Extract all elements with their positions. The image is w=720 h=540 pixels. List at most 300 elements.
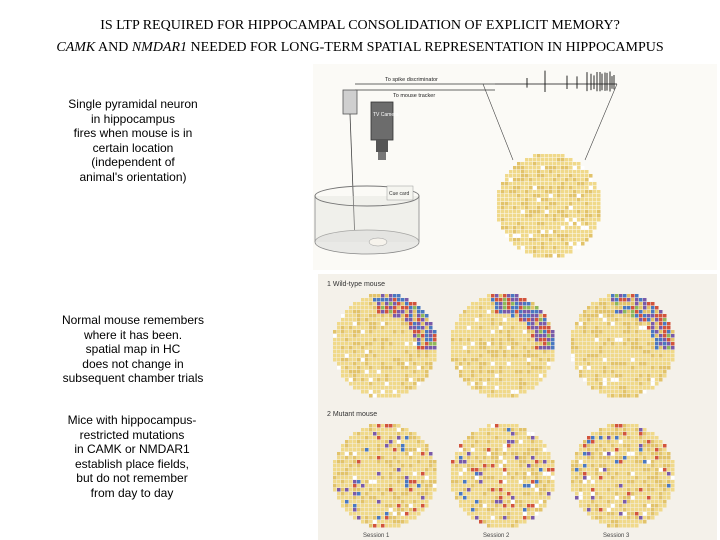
rate-map-cell (511, 370, 515, 374)
rate-map-cell (519, 464, 523, 468)
rate-map-cell (405, 338, 409, 342)
rate-map-cell (425, 322, 429, 326)
rate-map-cell (499, 382, 503, 386)
rate-map-cell (361, 476, 365, 480)
rate-map-cell (627, 390, 631, 394)
rate-map-cell (659, 452, 663, 456)
rate-map-cell (349, 464, 353, 468)
rate-map-cell (525, 198, 529, 202)
rate-map-cell (409, 306, 413, 310)
rate-map-cell (475, 310, 479, 314)
rate-map-cell (373, 302, 377, 306)
rate-map-cell (345, 500, 349, 504)
rate-map-cell (585, 170, 589, 174)
rate-map-cell (619, 318, 623, 322)
rate-map-cell (535, 496, 539, 500)
rate-map-cell (541, 186, 545, 190)
rate-map-cell (603, 306, 607, 310)
rate-map-cell (647, 484, 651, 488)
rate-map-cell (425, 488, 429, 492)
rate-map-cell (479, 374, 483, 378)
rate-map-cell (577, 238, 581, 242)
rate-map-cell (425, 484, 429, 488)
rate-map-cell (421, 366, 425, 370)
rate-map-cell (373, 334, 377, 338)
rate-map-cell (393, 492, 397, 496)
rate-map-cell (503, 306, 507, 310)
rate-map-cell (603, 508, 607, 512)
rate-map-cell (381, 524, 385, 528)
rate-map-cell (615, 472, 619, 476)
rate-map-cell (505, 194, 509, 198)
rate-map-cell (571, 460, 575, 464)
rate-map-cell (483, 448, 487, 452)
rate-map-cell (459, 370, 463, 374)
rate-map-cell (483, 516, 487, 520)
arena (315, 186, 419, 254)
rate-map-cell (639, 476, 643, 480)
rate-map-cell (635, 444, 639, 448)
rate-map-cell (623, 500, 627, 504)
rate-map-cell (525, 194, 529, 198)
rate-map-cell (643, 464, 647, 468)
rate-map-cell (611, 440, 615, 444)
rate-map-cell (583, 354, 587, 358)
rate-map-cell (643, 346, 647, 350)
rate-map-cell (475, 374, 479, 378)
rate-map-cell (519, 338, 523, 342)
rate-map-cell (547, 346, 551, 350)
rate-map-cell (539, 452, 543, 456)
rate-map-cell (523, 456, 527, 460)
rate-map-cell (579, 330, 583, 334)
rate-map-cell (551, 354, 555, 358)
rate-map-cell (575, 480, 579, 484)
rate-map-cell (619, 302, 623, 306)
rate-map-cell (619, 342, 623, 346)
rate-map-cell (401, 508, 405, 512)
rate-map-cell (519, 452, 523, 456)
rate-map-cell (527, 476, 531, 480)
rate-map-cell (659, 484, 663, 488)
rate-map-cell (627, 338, 631, 342)
rate-map-cell (573, 210, 577, 214)
rate-map-cell (503, 496, 507, 500)
rate-map-cell (369, 390, 373, 394)
rate-map-cell (635, 318, 639, 322)
rate-map-cell (397, 318, 401, 322)
rate-map-cell (569, 226, 573, 230)
rate-map-cell (495, 440, 499, 444)
rate-map-cell (425, 456, 429, 460)
rate-map-cell (491, 374, 495, 378)
rate-map-cell (369, 350, 373, 354)
rate-map-cell (643, 386, 647, 390)
rate-map-cell (405, 386, 409, 390)
rate-map-cell (349, 480, 353, 484)
rate-map-cell (365, 298, 369, 302)
rate-map-cell (421, 314, 425, 318)
rate-map-cell (515, 424, 519, 428)
rate-map-cell (603, 366, 607, 370)
rate-map-cell (471, 500, 475, 504)
rate-map-cell (397, 386, 401, 390)
rate-map-cell (433, 346, 437, 350)
rate-map-cell (647, 306, 651, 310)
rate-map-cell (523, 436, 527, 440)
rate-map-cell (611, 310, 615, 314)
rate-map-cell (591, 484, 595, 488)
rate-map-cell (373, 322, 377, 326)
rate-map-cell (511, 354, 515, 358)
rate-map-cell (619, 480, 623, 484)
rate-map-cell (619, 382, 623, 386)
rate-map-cell (611, 314, 615, 318)
rate-map-cell (631, 488, 635, 492)
rate-map-cell (575, 456, 579, 460)
rate-map-cell (627, 378, 631, 382)
rate-map-cell (503, 382, 507, 386)
rate-map-cell (409, 516, 413, 520)
rate-map-cell (531, 334, 535, 338)
rate-map-cell (583, 378, 587, 382)
rate-map-cell (425, 464, 429, 468)
rate-map-cell (535, 468, 539, 472)
rate-map-cell (651, 322, 655, 326)
rate-map-cell (659, 444, 663, 448)
rate-map-cell (585, 206, 589, 210)
rate-map-cell (543, 476, 547, 480)
rate-map-cell (635, 448, 639, 452)
rate-map-cell (515, 382, 519, 386)
rate-map-cell (611, 460, 615, 464)
rate-map-cell (401, 468, 405, 472)
rate-map-cell (531, 452, 535, 456)
rate-map-cell (639, 496, 643, 500)
rate-map-cell (409, 432, 413, 436)
rate-map-cell (597, 206, 601, 210)
rate-map-cell (583, 374, 587, 378)
rate-map-cell (491, 520, 495, 524)
rate-map-cell (611, 524, 615, 528)
rate-map-cell (521, 218, 525, 222)
rate-map-cell (663, 318, 667, 322)
rate-map-cell (451, 358, 455, 362)
rate-map-cell (369, 326, 373, 330)
rate-map-cell (357, 452, 361, 456)
rate-map-cell (575, 362, 579, 366)
rate-map-cell (655, 452, 659, 456)
rate-map-cell (511, 484, 515, 488)
rate-map-cell (475, 318, 479, 322)
rate-map-cell (377, 298, 381, 302)
rate-map-cell (583, 456, 587, 460)
rate-map-cell (583, 330, 587, 334)
rate-map-cell (483, 342, 487, 346)
rate-map-cell (585, 238, 589, 242)
rate-map-cell (357, 508, 361, 512)
label-session-2: Session 2 (483, 533, 510, 539)
rate-map-cell (603, 472, 607, 476)
rate-map-cell (595, 496, 599, 500)
rate-map-cell (357, 512, 361, 516)
rate-map-cell (551, 476, 555, 480)
rate-map-cell (513, 202, 517, 206)
rate-map-cell (647, 358, 651, 362)
rate-map-cell (373, 366, 377, 370)
rate-map-cell (413, 472, 417, 476)
rate-map-cell (591, 468, 595, 472)
rate-map-cell (545, 254, 549, 258)
rate-map-cell (611, 322, 615, 326)
rate-map-cell (537, 226, 541, 230)
rate-map-cell (385, 310, 389, 314)
rate-map-cell (515, 326, 519, 330)
rate-map-cell (479, 298, 483, 302)
rate-map-cell (499, 516, 503, 520)
rate-map-cell (635, 508, 639, 512)
rate-map-cell (377, 342, 381, 346)
rate-map-cell (377, 374, 381, 378)
rate-map-cell (549, 206, 553, 210)
rate-map-cell (389, 334, 393, 338)
rate-map-cell (547, 472, 551, 476)
caption-line: subsequent chamber trials (62, 371, 204, 385)
rate-map-cell (623, 314, 627, 318)
rate-map-cell (557, 174, 561, 178)
rate-map-cell (591, 516, 595, 520)
rate-map-cell (643, 456, 647, 460)
rate-map-cell (483, 350, 487, 354)
rate-map-cell (361, 302, 365, 306)
rate-map-cell (389, 508, 393, 512)
rate-map-cell (389, 310, 393, 314)
rate-map-cell (517, 202, 521, 206)
rate-map-cell (523, 342, 527, 346)
rate-map-cell (369, 444, 373, 448)
rate-map-cell (357, 460, 361, 464)
rate-map-cell (531, 322, 535, 326)
rate-map-cell (511, 358, 515, 362)
rate-map-cell (385, 488, 389, 492)
rate-map-cell (499, 488, 503, 492)
rate-map-cell (487, 452, 491, 456)
rate-map-cell (643, 472, 647, 476)
rate-map-cell (607, 468, 611, 472)
rate-map-cell (421, 346, 425, 350)
rate-map-cell (495, 488, 499, 492)
rate-map-cell (513, 238, 517, 242)
rate-map-cell (619, 460, 623, 464)
rate-map-cell (535, 362, 539, 366)
rate-map-cell (525, 230, 529, 234)
rate-map-cell (503, 334, 507, 338)
rate-map-cell (405, 456, 409, 460)
rate-map-cell (373, 452, 377, 456)
rate-map-cell (523, 382, 527, 386)
rate-map-cell (607, 342, 611, 346)
rate-map-cell (401, 496, 405, 500)
rate-map-cell (549, 170, 553, 174)
rate-map-cell (607, 444, 611, 448)
rate-map-cell (551, 488, 555, 492)
rate-map-cell (647, 378, 651, 382)
rate-map-cell (591, 456, 595, 460)
rate-map-cell (611, 390, 615, 394)
rate-map-cell (635, 294, 639, 298)
rate-map-cell (511, 374, 515, 378)
rate-map-cell (503, 386, 507, 390)
rate-map-cell (531, 362, 535, 366)
rate-map-cell (599, 432, 603, 436)
rate-map-cell (603, 322, 607, 326)
rate-map-cell (543, 338, 547, 342)
rate-map-cell (361, 492, 365, 496)
rate-map-cell (569, 198, 573, 202)
rate-map-cell (557, 194, 561, 198)
rate-map-cell (623, 480, 627, 484)
rate-map-cell (475, 326, 479, 330)
rate-map-cell (421, 440, 425, 444)
rate-map-cell (517, 206, 521, 210)
rate-map-cell (341, 460, 345, 464)
rate-map-cell (503, 504, 507, 508)
rate-map-cell (377, 390, 381, 394)
rate-map-cell (539, 444, 543, 448)
rate-map-cell (413, 480, 417, 484)
rate-map-cell (603, 520, 607, 524)
rate-map-cell (389, 480, 393, 484)
rate-map-cell (381, 382, 385, 386)
rate-map-cell (541, 226, 545, 230)
rate-map-cell (531, 468, 535, 472)
rate-map-cell (463, 334, 467, 338)
rate-map-cell (475, 512, 479, 516)
rate-map-cell (603, 460, 607, 464)
rate-map-cell (381, 390, 385, 394)
rate-map-cell (369, 452, 373, 456)
rate-map-cell (385, 370, 389, 374)
rate-map-cell (381, 318, 385, 322)
rate-map-cell (483, 480, 487, 484)
rate-map-cell (357, 496, 361, 500)
rate-map-cell (635, 390, 639, 394)
rate-map-cell (577, 214, 581, 218)
rate-map-cell (405, 464, 409, 468)
rate-map-cell (515, 496, 519, 500)
rate-map-cell (565, 222, 569, 226)
rate-map-cell (519, 448, 523, 452)
rate-map-cell (595, 508, 599, 512)
rate-map-cell (517, 194, 521, 198)
rate-map-cell (417, 456, 421, 460)
rate-map-cell (583, 322, 587, 326)
rate-map-cell (401, 476, 405, 480)
rate-map-cell (413, 306, 417, 310)
rate-map-cell (397, 496, 401, 500)
rate-map-cell (639, 358, 643, 362)
rate-map-cell (377, 382, 381, 386)
rate-map-cell (471, 326, 475, 330)
rate-map-cell (575, 354, 579, 358)
rate-map-cell (655, 346, 659, 350)
rate-map-cell (499, 456, 503, 460)
rate-map-cell (513, 170, 517, 174)
rate-map-cell (545, 242, 549, 246)
rate-map-cell (663, 476, 667, 480)
rate-map-cell (519, 468, 523, 472)
rate-map-cell (541, 174, 545, 178)
rate-map-cell (357, 318, 361, 322)
rate-map-cell (523, 362, 527, 366)
rate-map-cell (349, 448, 353, 452)
rate-map-cell (467, 460, 471, 464)
rate-map-cell (393, 520, 397, 524)
rate-map-cell (517, 174, 521, 178)
rate-map-cell (537, 154, 541, 158)
rate-map-cell (603, 456, 607, 460)
rate-map-cell (373, 342, 377, 346)
title-rest: NEEDED FOR LONG-TERM SPATIAL REPRESENTATION IN HIPPOCAMPUS (187, 40, 664, 55)
rate-map-cell (599, 338, 603, 342)
rate-map-cell (607, 390, 611, 394)
rate-map-cell (397, 390, 401, 394)
rate-map-cell (515, 374, 519, 378)
rate-map-cell (361, 374, 365, 378)
rate-map-cell (385, 452, 389, 456)
rate-map-cell (535, 464, 539, 468)
rate-map-cell (409, 496, 413, 500)
rate-map-cell (589, 222, 593, 226)
rate-map-cell (365, 504, 369, 508)
rate-map-cell (589, 210, 593, 214)
rate-map-cell (547, 460, 551, 464)
rate-map-cell (385, 500, 389, 504)
rate-map-cell (413, 488, 417, 492)
rate-map-cell (599, 500, 603, 504)
rate-map-cell (547, 322, 551, 326)
rate-map-cell (521, 202, 525, 206)
rate-map-cell (517, 230, 521, 234)
rate-map-cell (627, 436, 631, 440)
rate-map-cell (523, 386, 527, 390)
rate-map-cell (615, 484, 619, 488)
rate-map-cell (389, 326, 393, 330)
rate-map-cell (623, 504, 627, 508)
rate-map-cell (509, 190, 513, 194)
rate-map-cell (377, 476, 381, 480)
rate-map-cell (557, 250, 561, 254)
rate-map-cell (549, 178, 553, 182)
rate-map-cell (377, 432, 381, 436)
rate-map-cell (523, 374, 527, 378)
rate-map-cell (499, 334, 503, 338)
rate-map-cell (603, 370, 607, 374)
rate-map-cell (611, 338, 615, 342)
rate-map-cell (497, 202, 501, 206)
rate-map-cell (579, 504, 583, 508)
rate-map-cell (507, 318, 511, 322)
rate-map-cell (365, 302, 369, 306)
rate-map-cell (475, 362, 479, 366)
rate-map-cell (527, 496, 531, 500)
rate-map-cell (671, 484, 675, 488)
rate-map-cell (561, 222, 565, 226)
rate-map-cell (607, 374, 611, 378)
rate-map-cell (413, 448, 417, 452)
rate-map-cell (565, 158, 569, 162)
rate-map-cell (393, 346, 397, 350)
